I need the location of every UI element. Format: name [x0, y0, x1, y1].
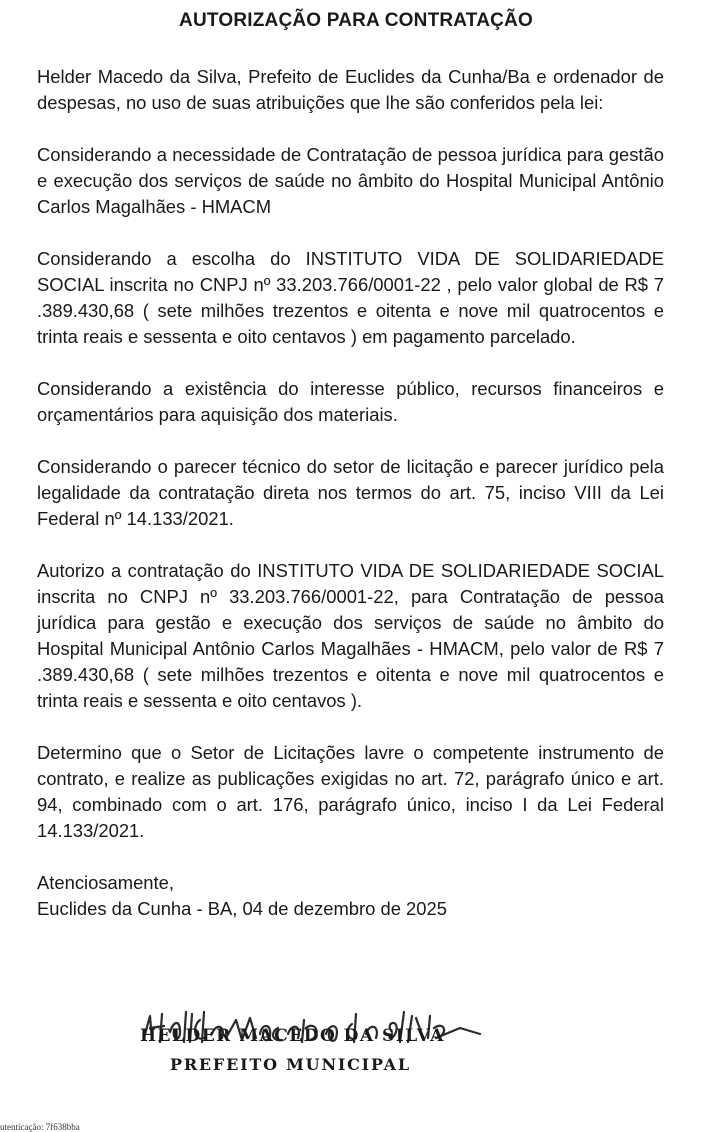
- closing-salutation: Atenciosamente,: [37, 872, 174, 893]
- document-body: [37, 64, 664, 922]
- authentication-footer: utenticação: 7f638bba: [0, 1122, 80, 1132]
- paragraph-considering-interest: Considerando a existência do interesse público, recursos financeiros e orçamentários para aquisição dos materiais.: [37, 378, 664, 425]
- paragraph-authorization: Autorizo a contratação do INSTITUTO VIDA DE SOLIDARIEDADE SOCIAL inscrita no CNPJ nº 33.203.766/0001-22, para Contratação de pessoa jurídica para gestão e execução dos serviços de saúde no âmbito do Hospital Municipal Antônio Carlos Magalhães - HMACM, pelo valor de R$ 7 .389.430,68 ( sete milhões trezentos e oitenta e nove mil quatrocentos e trinta reais e sessenta e oito centavos ).: [37, 560, 664, 711]
- paragraph-intro: Helder Macedo da Silva, Prefeito de Euclides da Cunha/Ba e ordenador de despesas, no uso de suas atribuições que lhe são conferidos pela lei:: [37, 66, 664, 113]
- paragraph-considering-opinion: Considerando o parecer técnico do setor de licitação e parecer jurídico pela legalidade da contratação direta nos termos do art. 75, inciso VIII da Lei Federal nº 14.133/2021.: [37, 456, 664, 529]
- paragraph-determination: Determino que o Setor de Licitações lavre o competente instrumento de contrato, e realize as publicações exigidas no art. 72, parágrafo único e art. 94, combinado com o art. 176, parágrafo único, inciso I da Lei Federal 14.133/2021.: [37, 742, 664, 841]
- signature-block: [130, 998, 530, 1094]
- signature-role: PREFEITO MUNICIPAL: [170, 1055, 411, 1074]
- signature-name: HELDER MACEDO DA SILVA: [140, 1026, 445, 1046]
- place-and-date: Euclides da Cunha - BA, 04 de dezembro de 2025: [37, 898, 447, 919]
- paragraph-considering-choice: Considerando a escolha do INSTITUTO VIDA DE SOLIDARIEDADE SOCIAL inscrita no CNPJ nº 33.203.766/0001-22 , pelo valor global de R$ 7 .389.430,68 ( sete milhões trezentos e oitenta e nove mil quatrocentos e trinta reais e sessenta e oito centavos ) em pagamento parcelado.: [37, 248, 664, 347]
- paragraph-considering-need: Considerando a necessidade de Contratação de pessoa jurídica para gestão e execução dos serviços de saúde no âmbito do Hospital Municipal Antônio Carlos Magalhães - HMACM: [37, 144, 664, 217]
- document-title: AUTORIZAÇÃO PARA CONTRATAÇÃO: [179, 10, 533, 31]
